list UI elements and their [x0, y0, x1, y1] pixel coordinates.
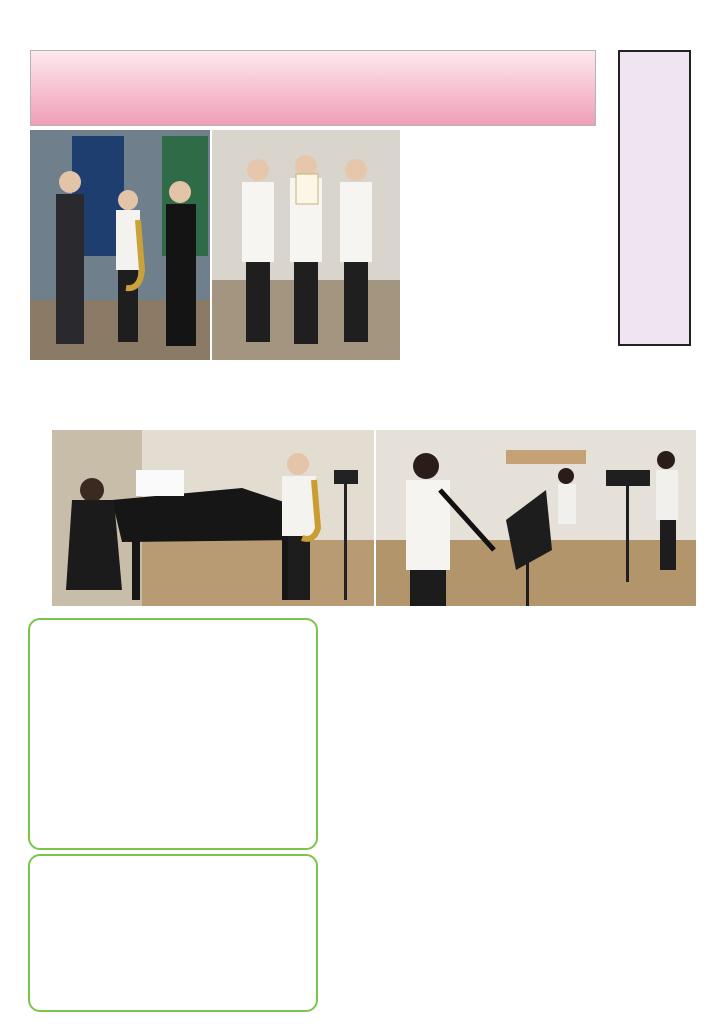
box-clarinet-trio [28, 618, 318, 850]
ensemble-article [322, 620, 702, 1008]
photo-rehearsal-piano [52, 430, 374, 606]
photo-rehearsal-clarinet [376, 430, 696, 606]
headline-banner [30, 50, 596, 126]
photo-individual-contest [30, 130, 210, 360]
lead-heading [562, 132, 608, 400]
title-box [618, 50, 691, 346]
box-fantasy [28, 854, 318, 1012]
photo-ensemble-contest [212, 130, 400, 360]
